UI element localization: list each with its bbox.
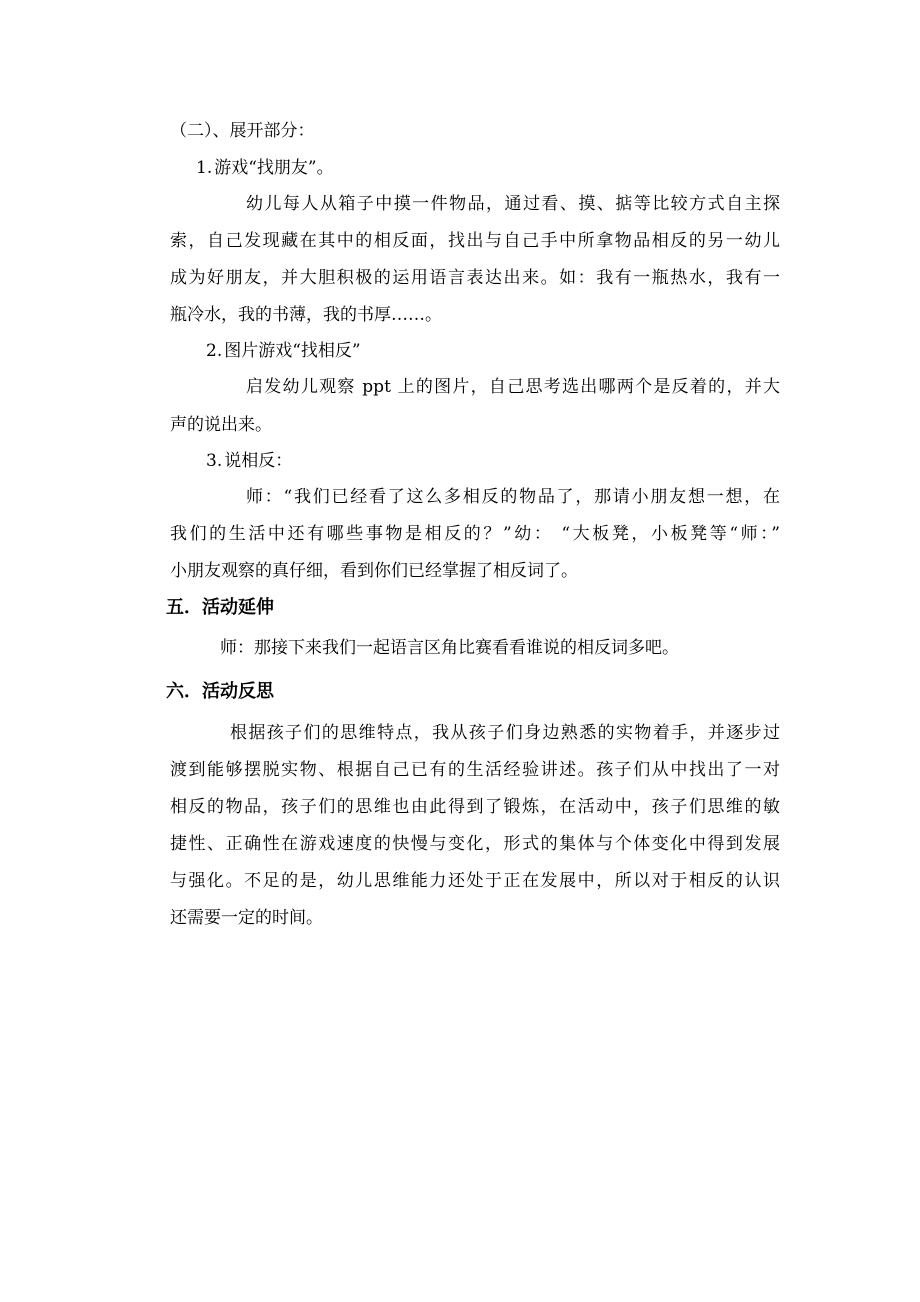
section-five-paragraph: 师：那接下来我们一起语言区角比赛看看谁说的相反词多吧。 xyxy=(220,638,679,658)
item-3-line-2: 我们的生活中还有哪些事物是相反的？”幼： “大板凳，小板凳等“师：” xyxy=(170,524,780,544)
item-2-number: 2. xyxy=(206,341,223,361)
item-3-heading xyxy=(206,450,292,472)
item-1-line-3: 成为好朋友，并大胆积极的运用语言表达出来。如：我有一瓶热水，我有一 xyxy=(170,268,780,288)
item-3-number: 3. xyxy=(206,451,223,471)
section-six-title: 六．活动反思 xyxy=(166,681,274,702)
item-3-title: 说相反： xyxy=(224,451,293,471)
item-3-line-1: 师：“我们已经看了这么多相反的物品了，那请小朋友想一想，在 xyxy=(246,487,780,507)
section-six-line-6: 还需要一定的时间。 xyxy=(170,908,323,928)
item-1-number: 1. xyxy=(196,158,213,178)
item-1-heading xyxy=(196,157,334,179)
section-six-line-5: 与强化。不足的是，幼儿思维能力还处于正在发展中，所以对于相反的认识 xyxy=(170,871,780,891)
item-2-line-1: 启发幼儿观察 ppt 上的图片，自己思考选出哪两个是反着的，并大 xyxy=(246,377,780,397)
section-five-title: 五．活动延伸 xyxy=(166,597,274,618)
section-two-title: （二）、展开部分： xyxy=(170,121,315,141)
item-3-line-3: 小朋友观察的真仔细，看到你们已经掌握了相反词了。 xyxy=(170,561,578,581)
item-1-line-4: 瓶冷水，我的书薄，我的书厚……。 xyxy=(170,305,442,325)
item-2-line-2: 声的说出来。 xyxy=(170,415,272,435)
item-1-line-1: 幼儿每人从箱子中摸一件物品，通过看、摸、掂等比较方式自主探 xyxy=(246,194,780,214)
item-2-title: 图片游戏“找相反” xyxy=(224,341,361,361)
item-1-line-2: 索，自己发现藏在其中的相反面，找出与自己手中所拿物品相反的另一幼儿 xyxy=(170,231,780,251)
section-six-line-3: 相反的物品，孩子们的思维也由此得到了锻炼，在活动中，孩子们思维的敏 xyxy=(170,797,780,817)
item-1-title: 游戏“找朋友”。 xyxy=(214,158,334,178)
section-six-line-4: 捷性、正确性在游戏速度的快慢与变化，形式的集体与个体变化中得到发展 xyxy=(170,834,780,854)
item-2-heading xyxy=(206,340,361,362)
section-six-line-2: 渡到能够摆脱实物、根据自己已有的生活经验讲述。孩子们从中找出了一对 xyxy=(170,760,780,780)
section-six-line-1: 根据孩子们的思维特点，我从孩子们身边熟悉的实物着手，并逐步过 xyxy=(230,723,780,743)
